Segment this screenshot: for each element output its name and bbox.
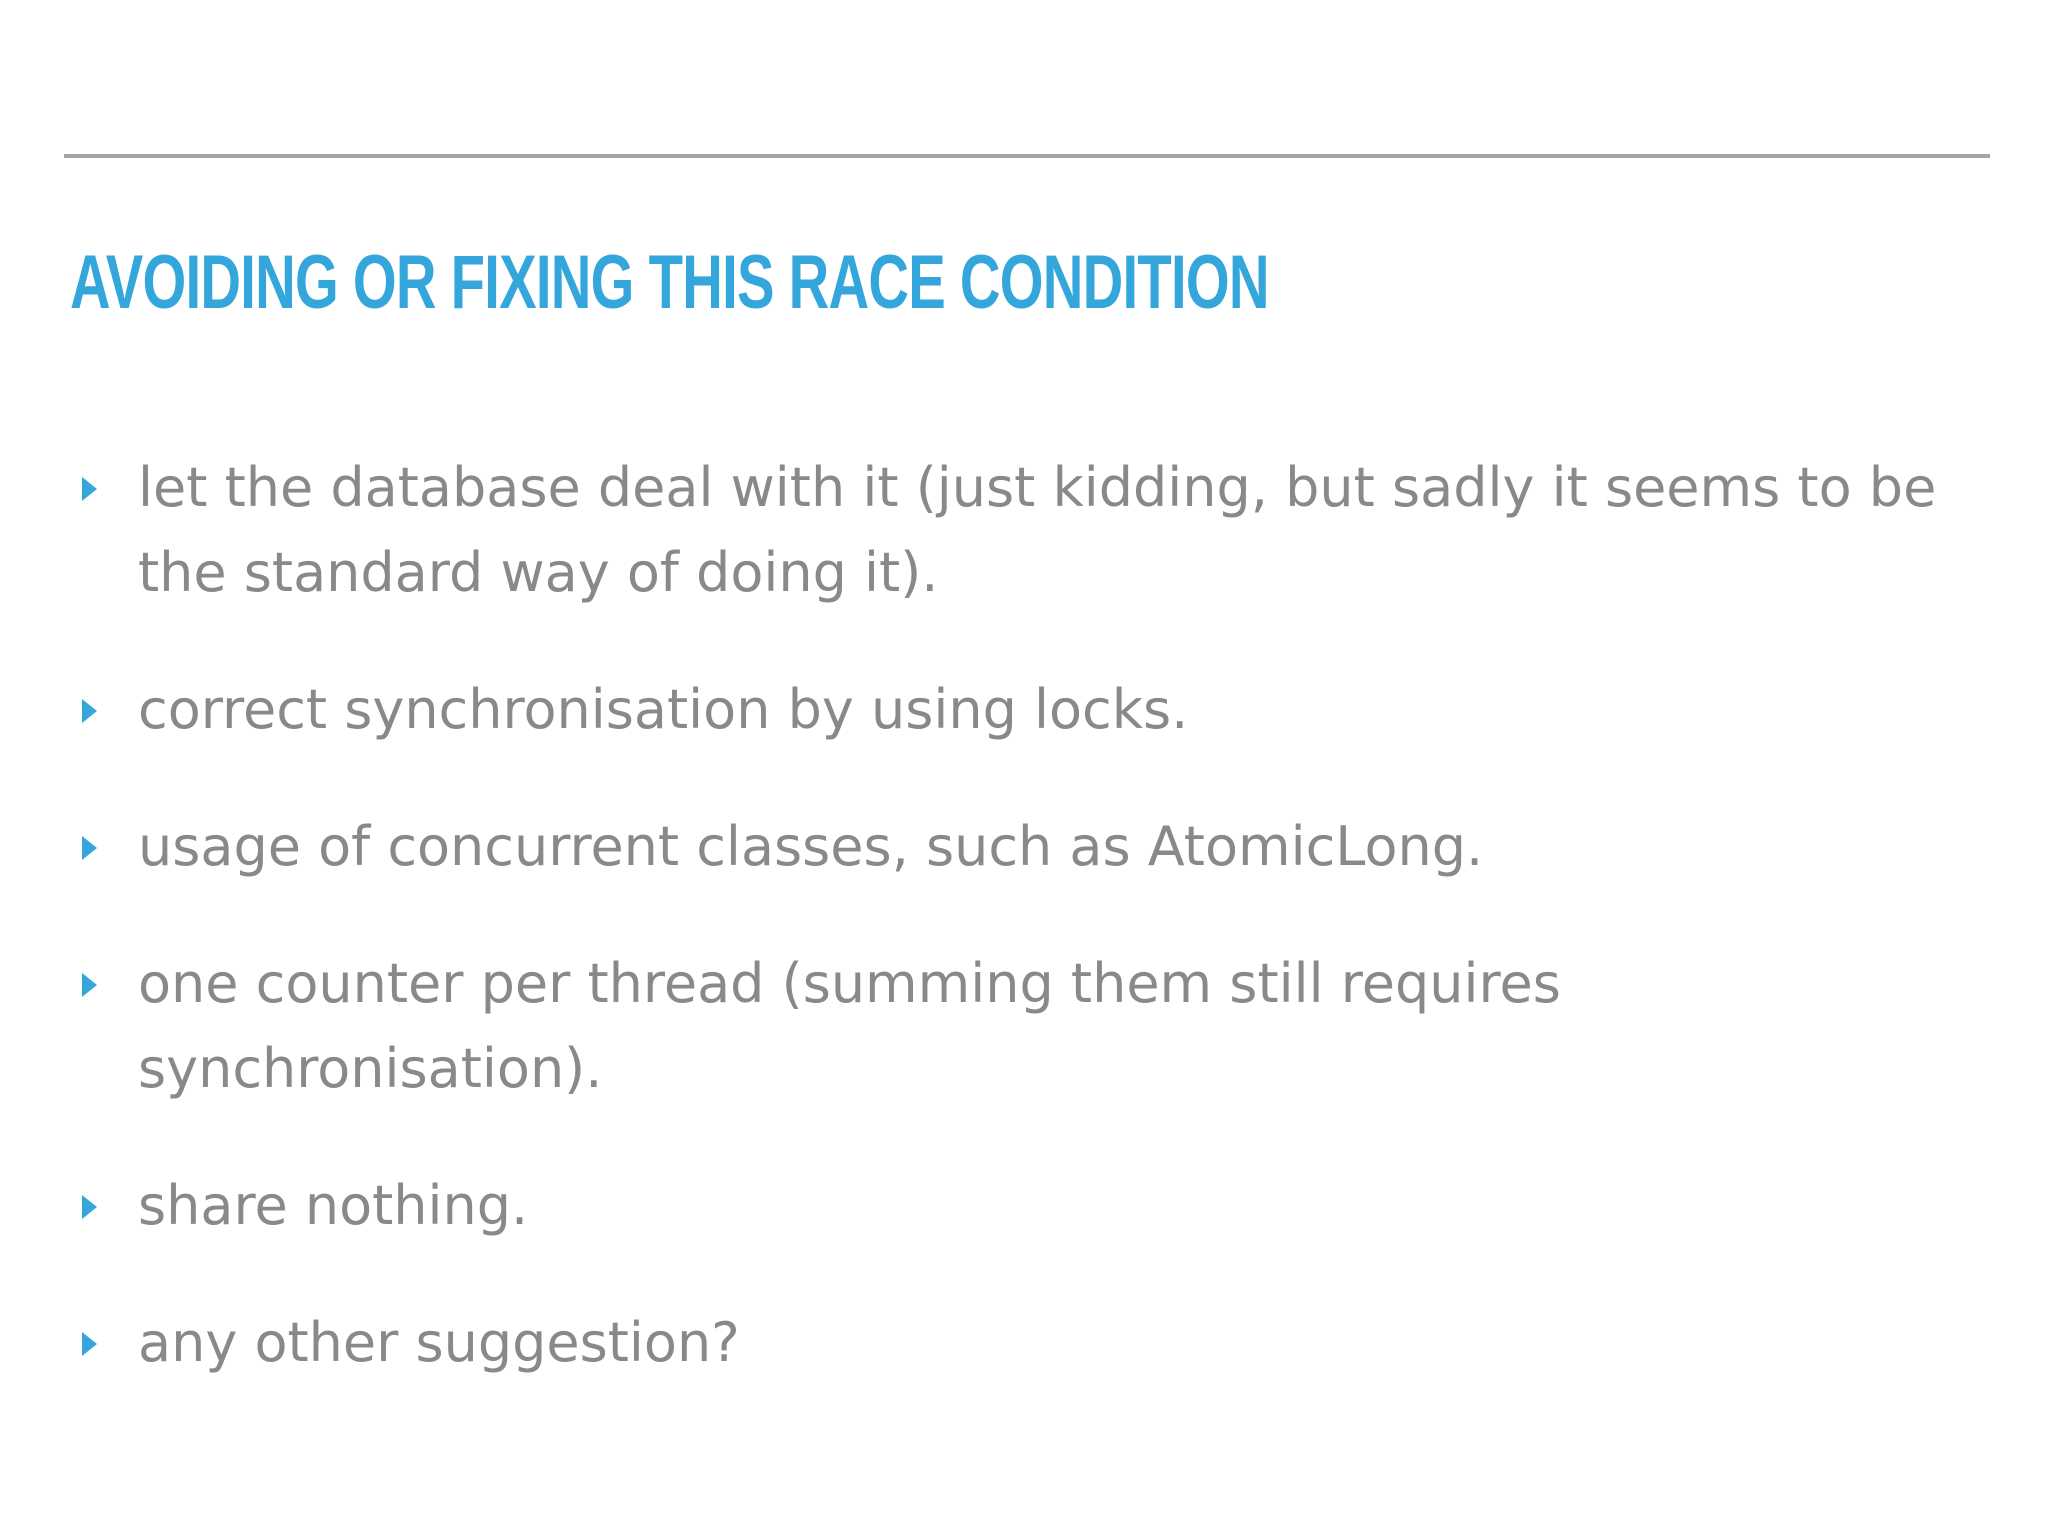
slide-title: AVOIDING OR FIXING THIS RACE CONDITION — [70, 240, 1269, 325]
triangle-right-icon — [82, 973, 97, 997]
top-divider — [64, 154, 1990, 158]
bullet-list — [78, 445, 1958, 1437]
triangle-right-icon — [82, 1195, 97, 1219]
bullet-text: correct synchronisation by using locks. — [138, 678, 1189, 741]
bullet-text: one counter per thread (summing them still requires synchronisation). — [138, 952, 1561, 1100]
bullet-item — [78, 941, 1958, 1111]
bullet-item — [78, 667, 1958, 752]
bullet-text: let the database deal with it (just kidding, but sadly it seems to be the standard way of doing it). — [138, 456, 1937, 604]
bullet-item — [78, 1300, 1958, 1385]
bullet-item — [78, 445, 1958, 615]
bullet-text: usage of concurrent classes, such as AtomicLong. — [138, 815, 1484, 878]
bullet-text: share nothing. — [138, 1174, 529, 1237]
bullet-item — [78, 1163, 1958, 1248]
triangle-right-icon — [82, 477, 97, 501]
bullet-text: any other suggestion? — [138, 1311, 740, 1374]
bullet-item — [78, 804, 1958, 889]
triangle-right-icon — [82, 836, 97, 860]
triangle-right-icon — [82, 1332, 97, 1356]
triangle-right-icon — [82, 699, 97, 723]
